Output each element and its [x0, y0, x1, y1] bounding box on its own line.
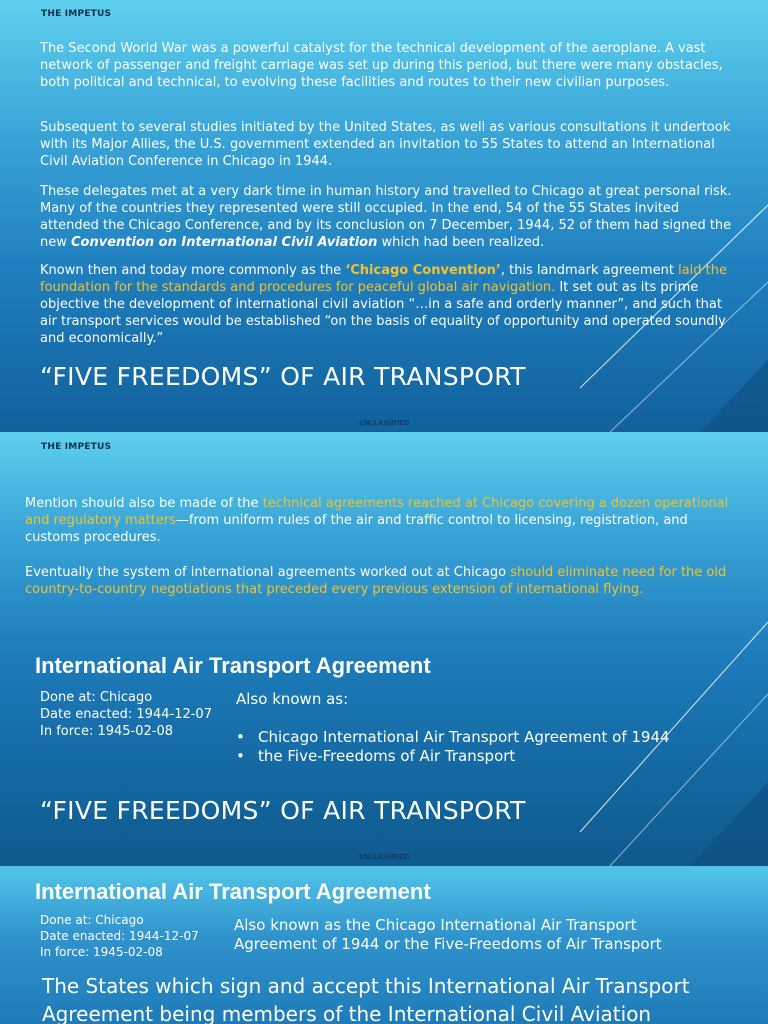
slide-title: “FIVE FREEDOMS” OF AIR TRANSPORT [40, 796, 526, 825]
in-force: In force: 1945-02-08 [40, 945, 163, 959]
also-known-as-list [236, 728, 670, 766]
text: which had been realized. [377, 235, 545, 250]
paragraph-chicago-convention [40, 262, 740, 347]
also-known-as-label: Also known as: [236, 690, 349, 708]
highlight-text: technical agreements reached at Chicago covering a dozen operational and regulatory matters [25, 496, 729, 528]
agreement-title: International Air Transport Agreement [35, 653, 431, 678]
also-known-as-text: Also known as the Chicago International Air Transport Agreement of 1944 or the Five-Freedoms of Air Transport [234, 916, 662, 953]
done-at: Done at: Chicago [40, 913, 144, 927]
slide-1 [0, 0, 768, 432]
section-header: THE IMPETUS [41, 9, 112, 19]
slide-3 [0, 866, 768, 1024]
agreement-body: The States which sign and accept this International Air Transport Agreement being members of the International Civil Aviation [42, 974, 690, 1024]
slide-2 [0, 432, 768, 866]
list-item: • the Five-Freedoms of Air Transport [236, 747, 670, 766]
convention-name: Convention on International Civil Aviation [71, 235, 378, 250]
chicago-convention-highlight: ‘Chicago Convention’ [345, 263, 501, 278]
paragraph-eventually [25, 564, 735, 598]
done-at: Done at: Chicago [40, 690, 153, 705]
paragraph-technical-agreements [25, 495, 735, 546]
paragraph-studies: Subsequent to several studies initiated by the United States, as well as various consultations it undertook with its Major Allies, the U.S. government extended an invitation to 55 States to attend an International Civil Aviation Conference in Chicago in 1944. [40, 120, 731, 169]
slide-title: “FIVE FREEDOMS” OF AIR TRANSPORT [40, 362, 526, 391]
section-header: THE IMPETUS [41, 442, 112, 452]
text: , this landmark agreement [500, 263, 679, 278]
text: —from uniform rules of the air and traffic control to licensing, registration, and customs procedures. [25, 513, 688, 545]
text: Mention should also be made of the [25, 496, 263, 511]
paragraph-wwii: The Second World War was a powerful catalyst for the technical development of the aeroplane. A vast network of passenger and freight carriage was set up during this period, but there were many obstacles, both political and technical, to evolving these facilities and routes to their new civilian purposes. [40, 41, 723, 90]
in-force: In force: 1945-02-08 [40, 724, 174, 739]
highlight-text: should eliminate need for the old country-to-country negotiations that preceded every previous extension of international flying. [25, 565, 727, 597]
text: Known then and today more commonly as the [40, 263, 346, 278]
text: These delegates met at a very dark time in human history and travelled to Chicago at great personal risk. Many of the countries they represented were still occupied. In the end, 54 of the 55 States invited attended the Chicago Conference, and by its conclusion on 7 December, 1944, 52 of them had signed the new [40, 184, 732, 250]
list-item: • Chicago International Air Transport Agreement of 1944 [236, 728, 670, 747]
text: Eventually the system of international agreements worked out at Chicago [25, 565, 511, 580]
date-enacted: Date enacted: 1944-12-07 [40, 929, 199, 943]
highlight-text: laid the foundation for the standards and procedures for peaceful global air navigation. [40, 263, 727, 295]
agreement-title: International Air Transport Agreement [35, 879, 431, 904]
agreement-details [40, 689, 212, 740]
classification-footer: UNCLASSIFIED [359, 853, 409, 861]
text: It set out as its prime objective the development of international civil aviation “…in a safe and orderly manner”, and such that air transport services would be established “on the basis of equality of opportunity and operated soundly and economically.” [40, 280, 726, 346]
date-enacted: Date enacted: 1944-12-07 [40, 707, 212, 722]
agreement-details [40, 912, 199, 960]
classification-footer: UNCLASSIFIED [359, 419, 409, 427]
paragraph-delegates [40, 183, 740, 251]
